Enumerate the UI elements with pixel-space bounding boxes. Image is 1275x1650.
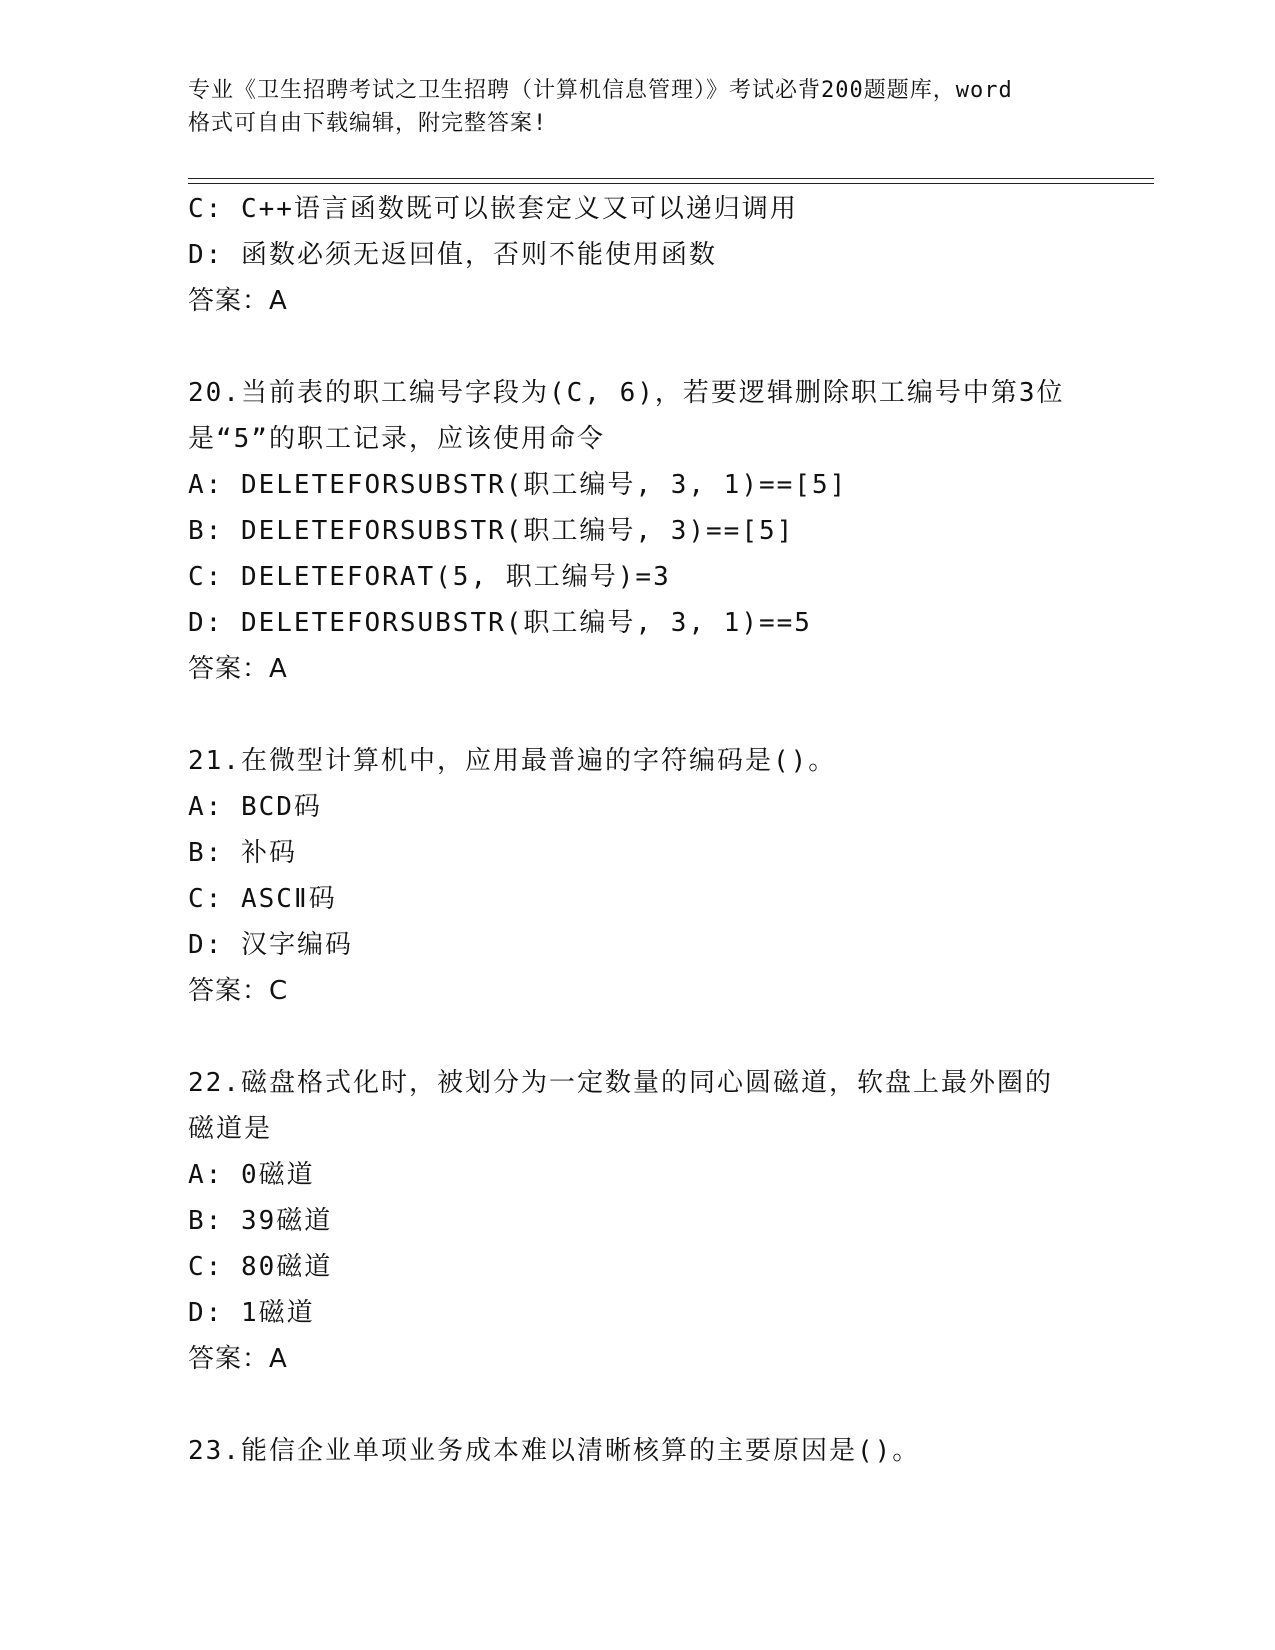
option-a: A: DELETEFORSUBSTR(职工编号, 3, 1)==[5] — [188, 470, 848, 500]
option-d: D: 函数必须无返回值，否则不能使用函数 — [188, 240, 717, 270]
option-c: C: C++语言函数既可以嵌套定义又可以递归调用 — [188, 194, 798, 224]
question-21 — [188, 738, 1088, 1014]
question-stem: 20.当前表的职工编号字段为(C, 6)，若要逻辑删除职工编号中第3位 — [188, 378, 1065, 408]
option-d: D: 汉字编码 — [188, 930, 353, 960]
option-d: D: DELETEFORSUBSTR(职工编号, 3, 1)==5 — [188, 608, 812, 638]
answer: 答案：A — [188, 286, 288, 316]
question-19-tail — [188, 186, 1088, 324]
option-c: C: ASCⅡ码 — [188, 884, 337, 914]
header-divider-bottom — [188, 183, 1154, 184]
question-stem: 22.磁盘格式化时，被划分为一定数量的同心圆磁道，软盘上最外圈的 — [188, 1068, 1053, 1098]
answer: 答案：C — [188, 976, 289, 1006]
header-title-line-2: 格式可自由下载编辑，附完整答案! — [188, 111, 548, 136]
question-stem-continued: 是“5”的职工记录，应该使用命令 — [188, 424, 605, 454]
option-c: C: 80磁道 — [188, 1252, 333, 1282]
document-body — [188, 186, 1088, 1474]
option-a: A: BCD码 — [188, 792, 322, 822]
header-title-line-1: 专业《卫生招聘考试之卫生招聘（计算机信息管理）》考试必背200题题库，word — [188, 78, 1013, 103]
header-divider-top — [188, 178, 1154, 179]
question-23 — [188, 1428, 1088, 1474]
option-b: B: 补码 — [188, 838, 297, 868]
answer: 答案：A — [188, 1344, 288, 1374]
option-a: A: 0磁道 — [188, 1160, 315, 1190]
option-b: B: DELETEFORSUBSTR(职工编号, 3)==[5] — [188, 516, 795, 546]
option-b: B: 39磁道 — [188, 1206, 333, 1236]
question-20 — [188, 370, 1088, 692]
question-stem: 23.能信企业单项业务成本难以清晰核算的主要原因是()。 — [188, 1436, 921, 1466]
option-d: D: 1磁道 — [188, 1298, 315, 1328]
option-c: C: DELETEFORAT(5, 职工编号)=3 — [188, 562, 671, 592]
document-header — [188, 74, 1088, 140]
question-stem-continued: 磁道是 — [188, 1114, 273, 1144]
question-stem: 21.在微型计算机中，应用最普遍的字符编码是()。 — [188, 746, 837, 776]
question-22 — [188, 1060, 1088, 1382]
answer: 答案：A — [188, 654, 288, 684]
